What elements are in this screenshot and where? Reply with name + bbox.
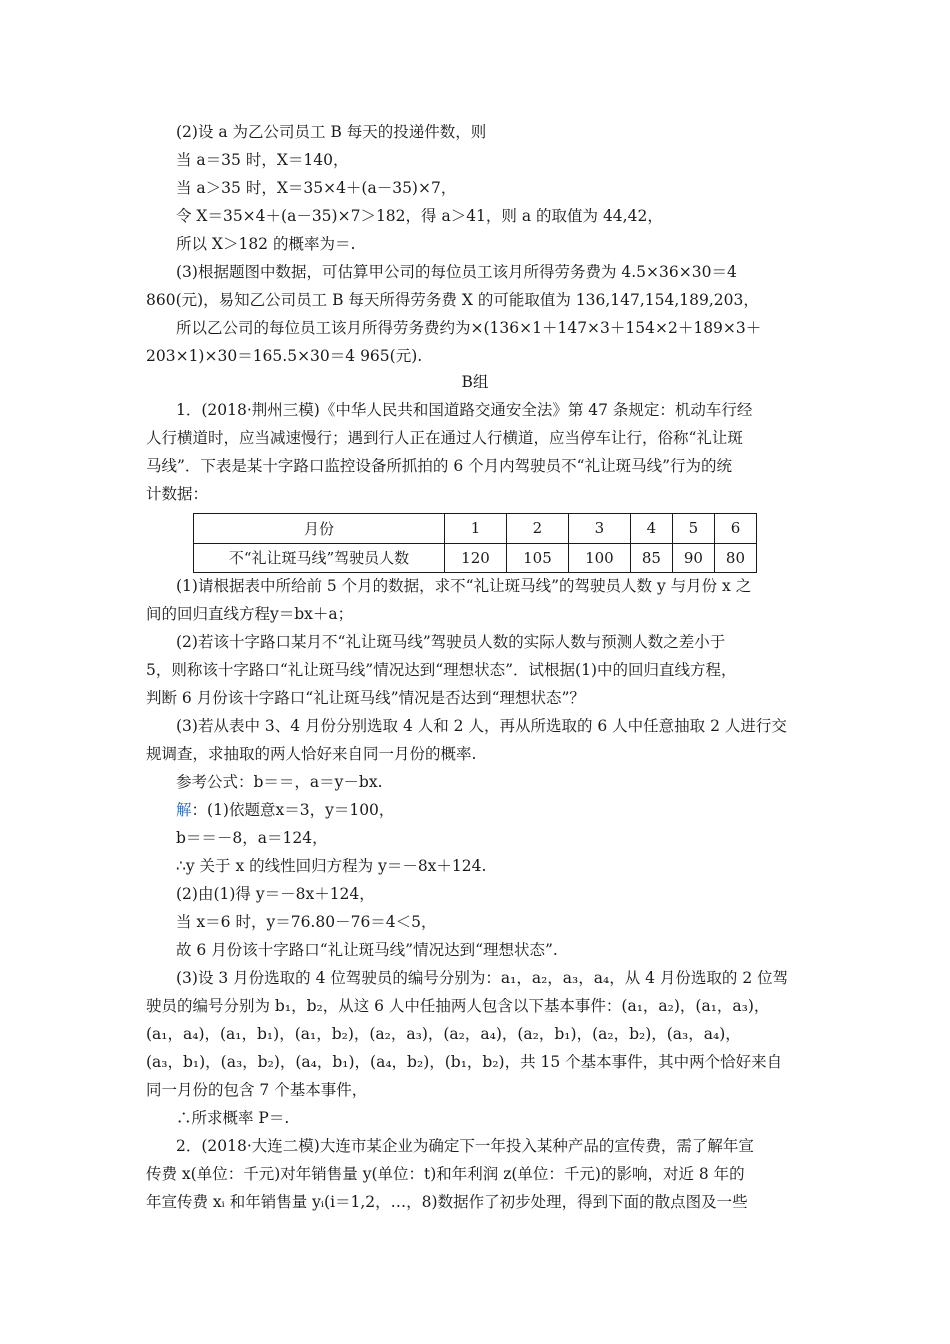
table-row (194, 543, 757, 573)
text-line: 860(元)，易知乙公司员工 B 每天所得劳务费 X 的可能取值为 136,147,154,189,203， (146, 291, 759, 309)
question-line: 间的回归直线方程y＝bx＋a； (146, 605, 354, 623)
text-line: 令 X＝35×4＋(a－35)×7＞182，得 a＞41，则 a 的取值为 44,42， (176, 207, 663, 225)
problem-1-line: 人行横道时，应当减速慢行；遇到行人正在通过人行横道，应当停车让行，俗称“礼让斑 (146, 429, 743, 447)
solution-line: 故 6 月份该十字路口“礼让斑马线”情况达到“理想状态”. (176, 941, 558, 959)
table-cell: 100 (568, 543, 630, 573)
table-cell: 105 (506, 543, 568, 573)
reference-formula: 参考公式：b＝＝，a＝y－bx. (176, 773, 383, 791)
table-cell: 2 (506, 514, 568, 544)
table-header-cell: 不“礼让斑马线”驾驶员人数 (194, 543, 445, 573)
solution-line: (a₃，b₁)，(a₃，b₂)，(a₄，b₁)，(a₄，b₂)，(b₁，b₂)，共 15 个基本事件，其中两个恰好来自 (146, 1053, 783, 1071)
table-cell: 5 (672, 514, 714, 544)
problem-1-line: 马线”．下表是某十字路口监控设备所抓拍的 6 个月内驾驶员不“礼让斑马线”行为的统 (146, 457, 732, 475)
problem-2-line: 年宣传费 xᵢ 和年销售量 yᵢ(i＝1,2，…，8)数据作了初步处理，得到下面的散点图及一些 (146, 1193, 748, 1211)
text-line: 所以乙公司的每位员工该月所得劳务费约为×(136×1＋147×3＋154×2＋189×3＋ (176, 319, 762, 337)
stats-table (193, 513, 757, 573)
text-line: 203×1)×30＝165.5×30＝4 965(元). (146, 347, 423, 365)
text-line: (3)根据题图中数据，可估算甲公司的每位员工该月所得劳务费为 4.5×36×30＝4 (176, 263, 737, 281)
text-line: (2)设 a 为乙公司员工 B 每天的投递件数，则 (176, 123, 487, 141)
table-row (194, 514, 757, 544)
question-line: (3)若从表中 3、4 月份分别选取 4 人和 2 人，再从所选取的 6 人中任意抽取 2 人进行交 (176, 717, 787, 735)
table-header-cell: 月份 (194, 514, 445, 544)
question-line: (2)若该十字路口某月不“礼让斑马线”驾驶员人数的实际人数与预测人数之差小于 (176, 633, 726, 651)
question-line: 规调查，求抽取的两人恰好来自同一月份的概率. (146, 745, 477, 763)
text-line: 当 a＞35 时，X＝35×4＋(a－35)×7， (176, 179, 457, 197)
solution-line: (3)设 3 月份选取的 4 位驾驶员的编号分别为：a₁，a₂，a₃，a₄，从 4 月份选取的 2 位驾 (176, 969, 789, 987)
question-line: 判断 6 月份该十字路口“礼让斑马线”情况是否达到“理想状态”？ (146, 689, 585, 707)
solution-label: 解 (176, 801, 192, 819)
table-cell: 80 (714, 543, 756, 573)
table-cell: 6 (714, 514, 756, 544)
problem-1-line: 计数据： (146, 485, 209, 503)
solution-line: b＝＝－8，a＝124， (176, 829, 328, 847)
table-cell: 120 (445, 543, 507, 573)
table-cell: 4 (630, 514, 672, 544)
question-line: 5，则称该十字路口“礼让斑马线”情况达到“理想状态”．试根据(1)中的回归直线方程， (146, 661, 737, 679)
problem-2-line: 2．(2018·大连二模)大连市某企业为确定下一年投入某种产品的宣传费，需了解年宣 (176, 1137, 754, 1155)
problem-2-line: 传费 x(单位：千元)对年销售量 y(单位：t)和年利润 z(单位：千元)的影响，对近 8 年的 (146, 1165, 745, 1183)
solution-line: (2)由(1)得 y＝－8x＋124， (176, 885, 375, 903)
solution-line: ∴y 关于 x 的线性回归方程为 y＝－8x＋124. (176, 857, 487, 875)
table-cell: 1 (445, 514, 507, 544)
table-cell: 85 (630, 543, 672, 573)
problem-1-line: 1．(2018·荆州三模)《中华人民共和国道路交通安全法》第 47 条规定：机动车行经 (176, 401, 753, 419)
solution-line: 当 x＝6 时，y＝76.80－76＝4＜5， (176, 913, 437, 931)
solution-line: (a₁，a₄)，(a₁，b₁)，(a₁，b₂)，(a₂，a₃)，(a₂，a₄)，(a₂，b₁)，(a₂，b₂)，(a₃，a₄)， (146, 1025, 741, 1043)
table-cell: 3 (568, 514, 630, 544)
solution-line: 同一月份的包含 7 个基本事件， (146, 1081, 368, 1099)
text-line: 当 a＝35 时，X＝140， (176, 151, 349, 169)
solution-first-line (176, 799, 394, 821)
solution-line: ∴所求概率 P＝. (176, 1109, 290, 1127)
question-line: (1)请根据表中所给前 5 个月的数据，求不“礼让斑马线”的驾驶员人数 y 与月份 x 之 (176, 577, 752, 595)
solution-line: 驶员的编号分别为 b₁，b₂，从这 6 人中任抽两人包含以下基本事件：(a₁，a₂)，(a₁，a₃)， (146, 997, 770, 1015)
table-cell: 90 (672, 543, 714, 573)
text-line: 所以 X＞182 的概率为＝. (176, 235, 356, 253)
group-title: B组 (461, 373, 489, 391)
solution-text: ：(1)依题意x＝3，y＝100， (191, 801, 395, 819)
